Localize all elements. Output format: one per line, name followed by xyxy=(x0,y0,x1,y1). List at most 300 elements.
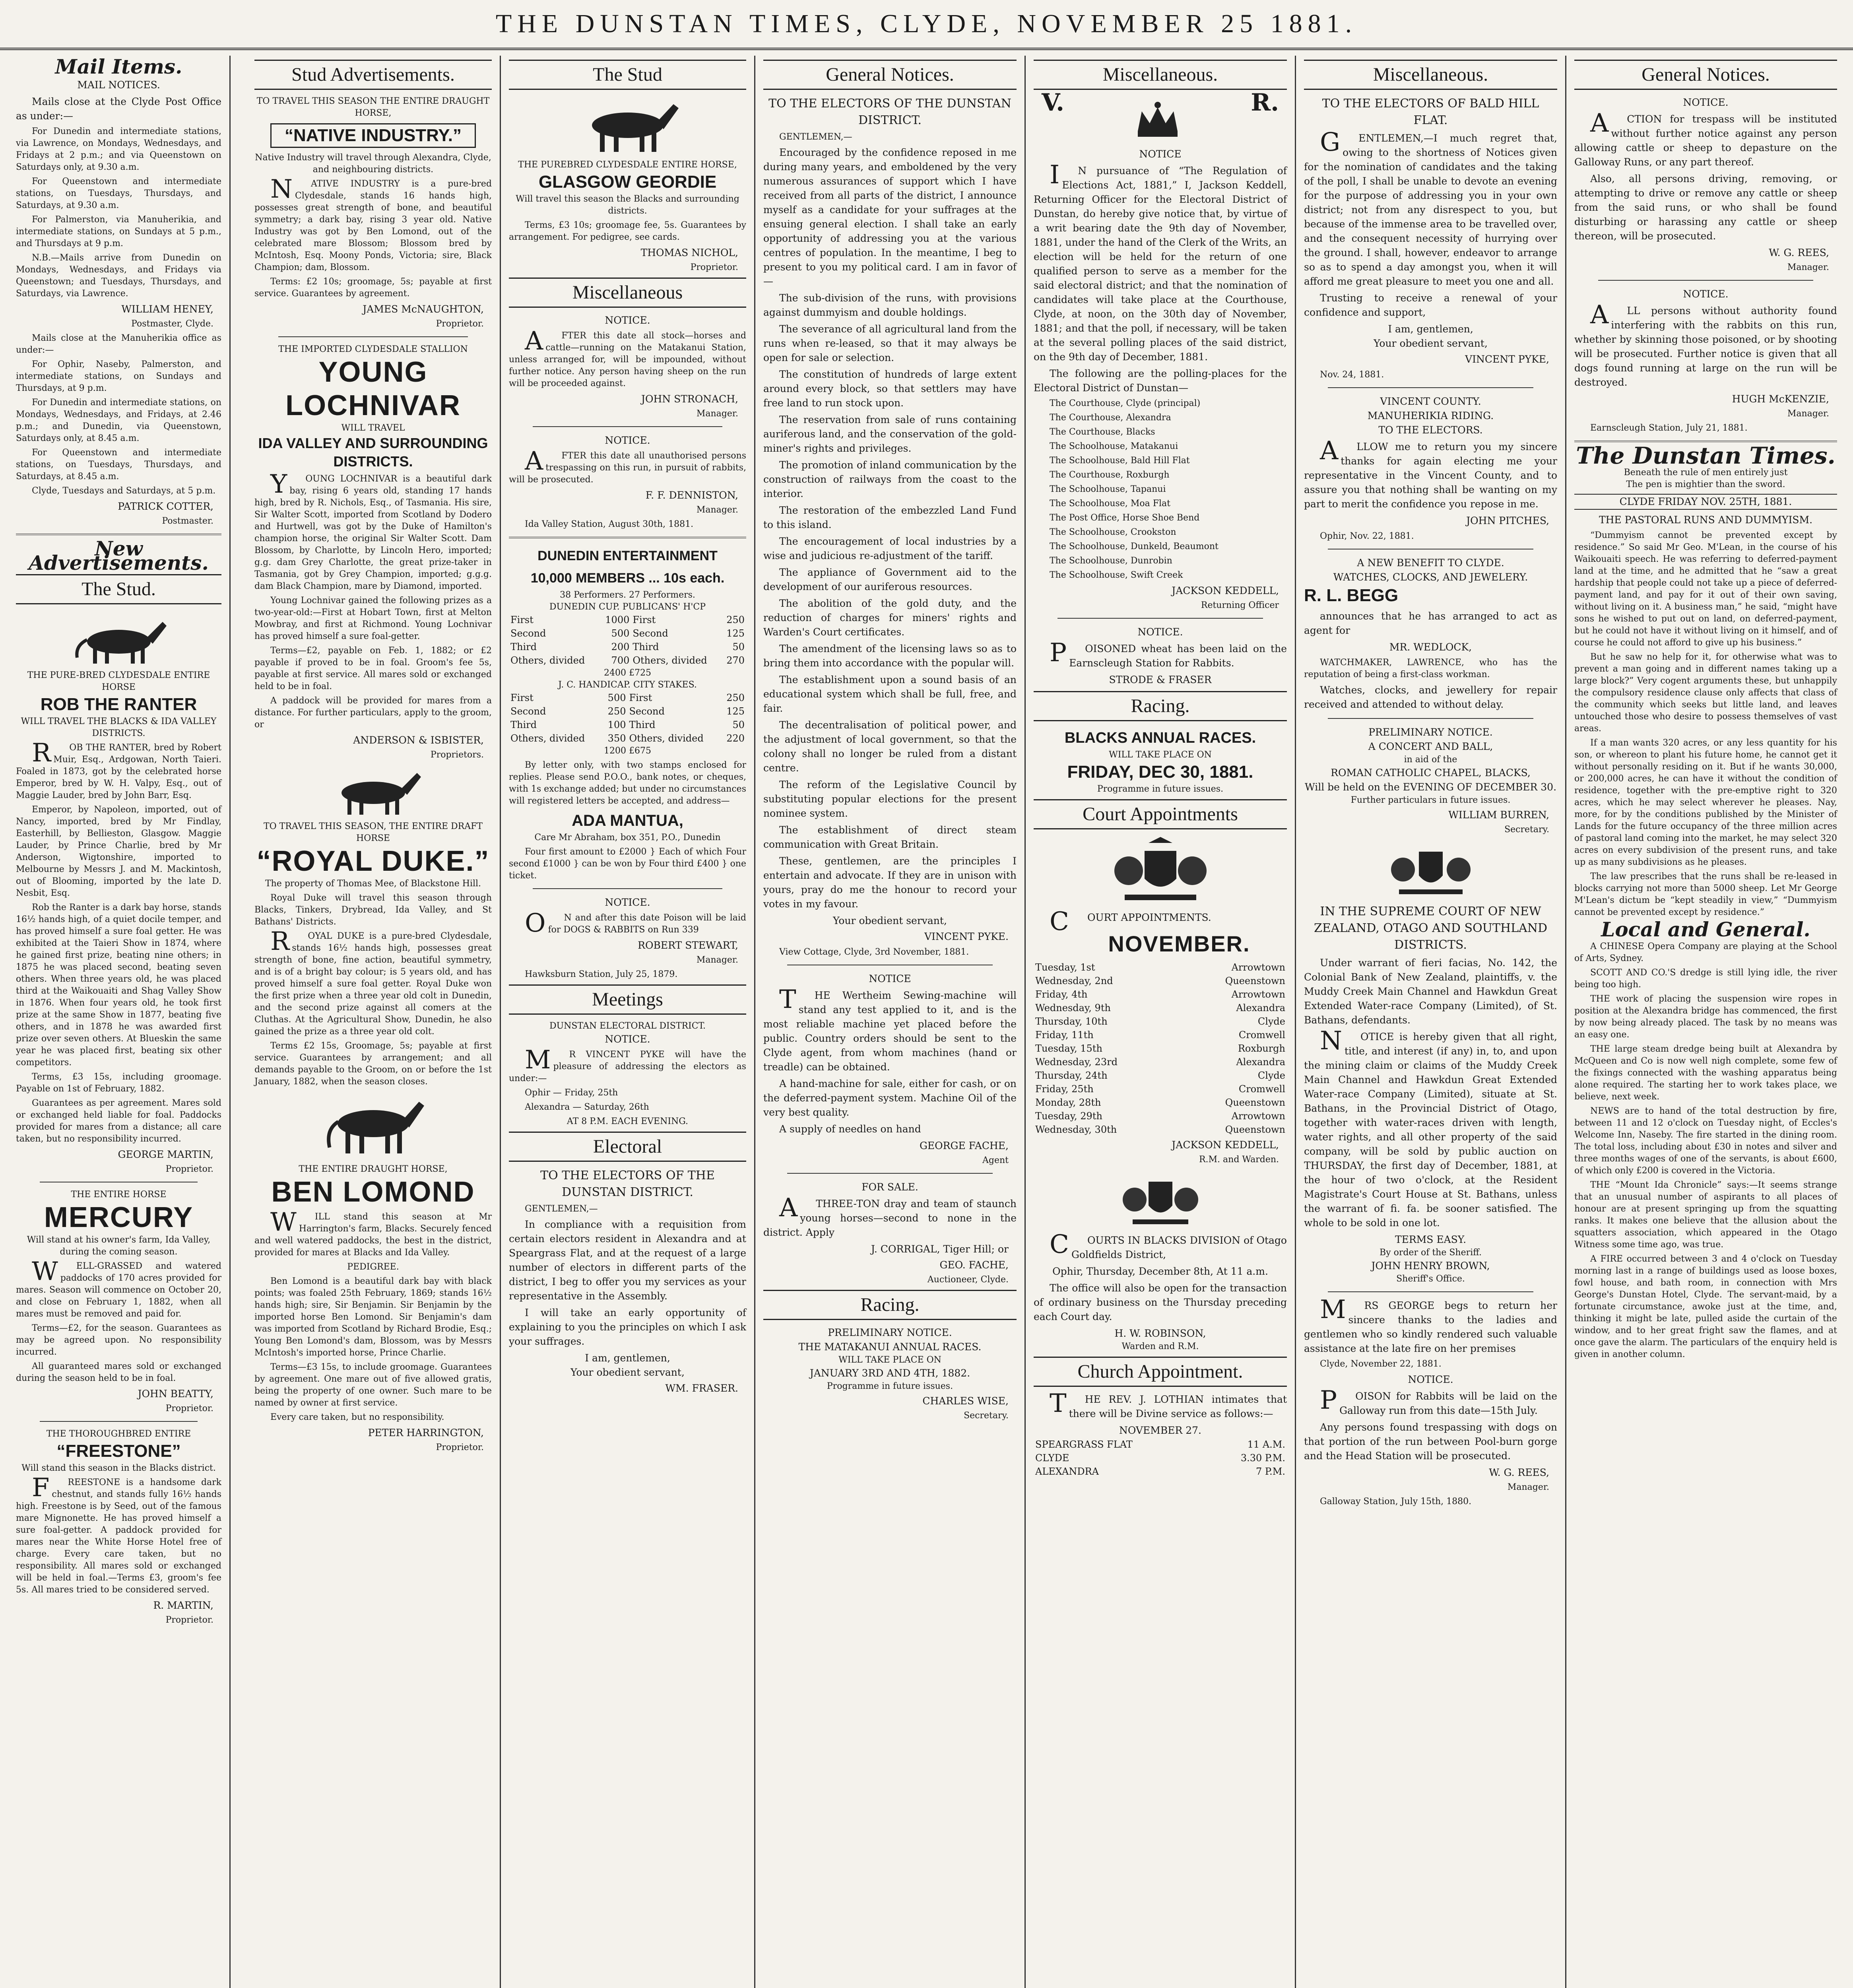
ad-subtitle: THE ENTIRE DRAUGHT HORSE, xyxy=(299,1164,448,1174)
racing-heading: Racing. xyxy=(763,1290,1017,1320)
signature-title: Returning Officer xyxy=(1201,600,1279,610)
signature-title: Proprietor. xyxy=(165,1404,213,1413)
event-line: Will be held on the EVENING OF DECEMBER 30. xyxy=(1304,781,1557,793)
ad-body: Terms—£2, for the season. Guarantees as may be agreed upon. No responsibility incurred. xyxy=(16,1323,221,1357)
signature-title: Sheriff's Office. xyxy=(1396,1274,1465,1284)
signature: R. MARTIN, xyxy=(153,1600,213,1611)
table-row: Second 250 Second 125 xyxy=(510,706,745,717)
race-line: WILL TAKE PLACE ON xyxy=(1109,750,1212,760)
divider xyxy=(1598,280,1813,281)
horse-name: “NATIVE INDUSTRY.” xyxy=(270,123,476,148)
divider xyxy=(533,426,722,427)
signature: VINCENT PYKE. xyxy=(924,931,1009,942)
signature: WILLIAM BURREN, xyxy=(1448,809,1549,821)
ad-subtitle: THE ENTIRE HORSE xyxy=(71,1190,167,1200)
address-body: GENTLEMEN,—I much regret that, owing to the shortness of Notices given for the nomination of candidates and the taking of the poll, I shall be unable to devote an evening for the purpose of addressing you in your own district; not from any disrespect to you, but because of the immense area to be travelled over, and the consequent necessity of hurrying over the ground. I shall, however, endeavor to arrange so as to spend a day amongst you, when it will afford me great pleasure to meet you one and all. xyxy=(1304,128,1557,287)
race-line: WILL TAKE PLACE ON xyxy=(838,1355,941,1365)
column-2 xyxy=(246,56,501,1988)
ad-body: WATCHMAKER, LAWRENCE, who has the reputation of being a first-class workman. xyxy=(1304,658,1557,679)
salutation: GENTLEMEN,— xyxy=(779,132,852,142)
signature: STRODE & FRASER xyxy=(1109,674,1212,685)
table-row: Second 500 Second 125 xyxy=(510,628,745,639)
mail-items-heading: Mail Items. xyxy=(55,56,182,78)
notice-heading: NOTICE. xyxy=(1408,1374,1453,1385)
platform-item: The reform of the Legislative Council by substituting popular elections for the present nominee system. xyxy=(763,779,1017,819)
signature: GEORGE MARTIN, xyxy=(118,1149,213,1160)
notice-body: Hawksburn Station, July 25, 1879. xyxy=(525,969,678,979)
horse-name: “ROYAL DUKE.” xyxy=(256,845,490,877)
column-3 xyxy=(501,56,755,1988)
table-row: ALEXANDRA 7 P.M. xyxy=(1035,1466,1285,1477)
ad-subtitle: TO TRAVEL THIS SEASON THE ENTIRE DRAUGHT HORSE, xyxy=(256,96,490,118)
article-body: But he saw no help for it, for otherwise what was to prevent a man going and in different names taking up a large block?” Very cogent arguments these, but unhappily the compulsory residence clause only affects that class of the community which seeks but little land, and leaves untouched those who desire to possess themselves of vast areas. xyxy=(1574,652,1837,734)
merchant-name: R. L. BEGG xyxy=(1304,586,1399,605)
miscellaneous-heading: Miscellaneous. xyxy=(1304,60,1557,90)
signature: ROBERT STEWART, xyxy=(638,940,738,951)
table-row: CLYDE 3.30 P.M. xyxy=(1035,1452,1285,1464)
signature: F. F. DENNISTON, xyxy=(645,489,738,501)
table-row: Others, divided 350 Others, divided 220 xyxy=(510,733,745,744)
list-item: The Courthouse, Alexandra xyxy=(1050,413,1171,423)
closing: Your obedient servant, xyxy=(570,1367,685,1378)
divider xyxy=(40,1421,198,1422)
divider xyxy=(1328,387,1533,388)
signature-title: Manager. xyxy=(696,409,738,419)
ad-body: ROB THE RANTER, bred by Robert Muir, Esq., Ardgowan, North Taieri. Foaled in 1873, got by the celebrated horse Emperor, bred by W. H. Valpy, Esq., out of Maggie Lauder, bred by John Barr, Esq. xyxy=(16,738,221,800)
notice-heading: NOTICE. xyxy=(605,1033,650,1045)
ad-body: Terms—£2, payable on Feb. 1, 1882; or £2 payable if proved to be in foal. Groom's fee 5s, payable at first service. All mares sold or exchanged held to be in foal. xyxy=(254,646,492,691)
list-item: The Schoolhouse, Matakanui xyxy=(1050,441,1178,451)
news-item: A CHINESE Opera Company are playing at the School of Arts, Sydney. xyxy=(1574,942,1837,963)
notice-body: ON and after this date Poison will be laid for DOGS & RABBITS on Run 339 xyxy=(525,909,746,938)
address-title: TO THE ELECTORS OF THE DUNSTAN DISTRICT. xyxy=(768,97,1011,127)
race-date: FRIDAY, DEC 30, 1881. xyxy=(1067,762,1253,782)
electoral-heading: Electoral xyxy=(509,1132,746,1162)
miscellaneous-heading: Miscellaneous xyxy=(509,278,746,308)
horse-name: GLASGOW GEORDIE xyxy=(538,172,717,192)
signature: H. W. ROBINSON, xyxy=(1114,1328,1206,1339)
court-sittings-table xyxy=(1034,961,1287,1136)
mail-notices-subhead: MAIL NOTICES. xyxy=(77,79,160,91)
news-item: THE work of placing the suspension wire ropes in position at the Alexandra bridge has commenced, the first by now being already placed. The task by no means was an easy one. xyxy=(1574,994,1837,1040)
notice-body: ATHREE-TON dray and team of staunch young horses—second to none in the district. Apply xyxy=(763,1193,1017,1238)
list-item: The Schoolhouse, Crookston xyxy=(1050,527,1176,537)
notice-body: MRS GEORGE begs to return her sincere thanks to the ladies and gentlemen who so kindly rendered such valuable assistance at the late fire on her premises xyxy=(1304,1295,1557,1354)
signature: JACKSON KEDDELL, xyxy=(1172,1139,1279,1151)
table-row: Wednesday, 23rd Alexandra xyxy=(1035,1056,1285,1068)
news-item: SCOTT AND CO.'S dredge is still lying idle, the river being too high. xyxy=(1574,968,1837,990)
signature: WILLIAM HENEY, xyxy=(121,303,213,315)
list-item: The Schoolhouse, Dunkeld, Beaumont xyxy=(1050,542,1219,551)
signature-title: R.M. and Warden. xyxy=(1199,1155,1279,1165)
ad-body: announces that he has arranged to act as agent for xyxy=(1304,610,1557,636)
column-6 xyxy=(1296,56,1566,1988)
court-body: Under warrant of fieri facias, No. 142, the Colonial Bank of New Zealand, plaintiffs, v. the Muddy Creek Main Channel and Hawkdun Great Extended Water-race Company (Limited), of St. Bathans, defendants. xyxy=(1304,957,1557,1026)
general-notices-heading: General Notices. xyxy=(1574,60,1837,90)
coat-of-arms-icon xyxy=(1113,1170,1208,1229)
sweep-line: DUNEDIN CUP. PUBLICANS' H'CP xyxy=(549,602,706,612)
event-line: Further particulars in future issues. xyxy=(1350,795,1511,805)
meetings-heading: Meetings xyxy=(509,984,746,1015)
list-item: The Schoolhouse, Swift Creek xyxy=(1050,570,1183,580)
watches-heading: WATCHES, CLOCKS, AND JEWELERY. xyxy=(1333,571,1528,583)
article-title: THE PASTORAL RUNS AND DUMMYISM. xyxy=(1599,514,1813,526)
event-line: ROMAN CATHOLIC CHAPEL, BLACKS, xyxy=(1331,767,1531,779)
notice-heading: NOTICE. xyxy=(1683,288,1729,300)
horse-icon xyxy=(322,765,425,817)
table-row: Others, divided 700 Others, divided 270 xyxy=(510,655,745,666)
ad-body: Watches, clocks, and jewellery for repair received and attended to without delay. xyxy=(1304,684,1557,710)
ad-body: Terms: £2 10s; groomage, 5s; payable at first service. Guarantees by agreement. xyxy=(254,277,492,299)
divider xyxy=(1057,618,1263,619)
the-stud-heading: The Stud. xyxy=(16,574,221,604)
ad-body: Terms, £3 10s; groomage fee, 5s. Guarantees by arrangement. For pedigree, see cards. xyxy=(509,220,746,242)
meeting-line: Ophir — Friday, 25th xyxy=(525,1088,618,1098)
notice-heading: NOTICE. xyxy=(605,897,650,908)
notice-body: Any persons found trespassing with dogs on that portion of the run between Pool-burn gorge and the Head Station will be prosecuted. xyxy=(1304,1421,1557,1462)
ad-subtitle: THE PURE-BRED CLYDESDALE ENTIRE HORSE xyxy=(27,670,210,692)
notice-body: Ophir, Thursday, December 8th, At 11 a.m. xyxy=(1052,1266,1268,1277)
platform-item: The establishment upon a sound basis of an educational system which shall be full, free, and fair. xyxy=(763,674,1017,714)
table-row: First 500 First 250 xyxy=(510,692,745,703)
news-item: NEWS are to hand of the total destruction by fire, between 11 and 12 o'clock on Tuesday night, of Eccles's Welcome Inn, Naseby. The fire started in the dining room. The total loss, including about £30 in notes and silver and three months wages of one of the servants, is about £600, of which only £200 is covered in the Victoria. xyxy=(1574,1106,1837,1176)
race-name: BLACKS ANNUAL RACES. xyxy=(1064,730,1256,746)
service-date: NOVEMBER 27. xyxy=(1119,1425,1201,1436)
signature-title: Proprietor. xyxy=(690,262,738,272)
race-date: JANUARY 3RD AND 4TH, 1882. xyxy=(809,1367,970,1379)
column-5 xyxy=(1026,56,1296,1988)
prize-table xyxy=(509,691,746,745)
table-row: Friday, 25th Cromwell xyxy=(1035,1083,1285,1095)
notice-body: THE Wertheim Sewing-machine will stand any test applied to it, and is the most reliable machine yet placed before the public. Country orders should be sent to the Clyde agent, from whom machines (hand or treadle) can be obtained. xyxy=(763,985,1017,1073)
royal-crest-icon xyxy=(1126,95,1189,143)
notice-body: Earnscleugh Station, July 21, 1881. xyxy=(1590,423,1748,433)
ad-body: WELL-GRASSED and watered paddocks of 170 acres provided for mares. Season will commence on October 20, and close on February 1, 1882, when all mares must be removed and paid for. xyxy=(16,1257,221,1319)
notice-body: POISON for Rabbits will be laid on the Galloway run from this date—15th July. xyxy=(1320,1386,1557,1416)
signature: HUGH McKENZIE, xyxy=(1732,393,1829,405)
divider xyxy=(533,888,722,889)
court-body: By order of the Sheriff. xyxy=(1379,1248,1482,1258)
ad-body: Emperor, by Napoleon, imported, out of Nancy, imported, bred by Mr Findlay, Easterhill, by Bellieston, Glasgow. Maggie Lauder, by Prince Charlie, bred by Mr Anderson, Wigtonshire, imported to Melbourne by Messrs J. and M. Mackintosh, out of Blooming, imported by the late D. Nesbit, Esq. xyxy=(16,805,221,898)
article-body: The law prescribes that the runs shall be re-leased in blocks carrying not more than 5000 sheep. Let Mr George M'Lean's dictum be “kept steadily in view,” “Dummyism cannot be prevented except by residence.” xyxy=(1574,872,1837,917)
meeting-line: Alexandra — Saturday, 26th xyxy=(525,1102,649,1112)
court-heading: IN THE SUPREME COURT OF NEW ZEALAND, OTAGO AND SOUTHLAND DISTRICTS. xyxy=(1314,905,1548,952)
table-row: Third 100 Third 50 xyxy=(510,719,745,730)
signature-title: Proprietors. xyxy=(430,750,484,760)
court-month: NOVEMBER. xyxy=(1108,931,1250,956)
table-row: Wednesday, 2nd Queenstown xyxy=(1035,975,1285,986)
horse-name: MERCURY xyxy=(44,1202,194,1233)
signature: JOHN HENRY BROWN, xyxy=(1371,1260,1490,1272)
ad-subtitle: Will stand this season in the Blacks district. xyxy=(21,1463,216,1473)
table-row: Wednesday, 9th Alexandra xyxy=(1035,1002,1285,1013)
motto: The pen is mightier than the sword. xyxy=(1626,480,1785,489)
ad-body: By letter only, with two stamps enclosed for replies. Please send P.O.O., bank notes, or cheques, with 1s exchange added; but under no circumstances will registered letters be accepted, and address— xyxy=(509,760,746,806)
closing: I am, gentlemen, xyxy=(585,1352,670,1364)
table-row: First 1000 First 250 xyxy=(510,614,745,625)
signature-title: Postmaster. xyxy=(162,516,213,526)
ad-body: Young Lochnivar gained the following prizes as a two-year-old:—First at Hobart Town, first at Melton Mowbray, and first at Richmond. Young Lochnivar has proved himself a sure foal-getter. xyxy=(254,596,492,641)
table-row: Thursday, 24th Clyde xyxy=(1035,1070,1285,1081)
local-general-heading: Local and General. xyxy=(1601,918,1810,941)
column-4 xyxy=(755,56,1026,1988)
notice-body: POISONED wheat has been laid on the Earnscleugh Station for Rabbits. xyxy=(1050,638,1287,669)
church-appointment-heading: Church Appointment. xyxy=(1034,1357,1287,1387)
notice-body: ALL persons without authority found interfering with the rabbits on this run, whether by skinning those poisoned, or by shooting will be prosecuted. Further notice is given that all dogs found running at large on the run will be destroyed. xyxy=(1574,300,1837,388)
news-item: THE large steam dredge being built at Alexandra by McQueen and Co is now well nigh complete, some few of the fixings connected with the washing apparatus being alone required. The starting her to work takes place, we believe, next week. xyxy=(1574,1044,1837,1102)
signature: JOHN PITCHES, xyxy=(1466,515,1549,526)
masthead-title: THE DUNSTAN TIMES, CLYDE, NOVEMBER 25 1881. xyxy=(495,9,1358,38)
event-line: in aid of the xyxy=(1404,755,1457,765)
signature-title: Proprietor. xyxy=(436,319,484,329)
signature: PATRICK COTTER, xyxy=(118,501,213,512)
address-body: ALLOW me to return you my sincere thanks for again electing me your representative in the Vincent County, and to assure you that nothing shall be wanting on my part to merit the confidence you repose in me. xyxy=(1304,436,1557,510)
signature: W. G. REES, xyxy=(1489,1467,1549,1478)
column-1 xyxy=(8,56,231,1988)
prize-table xyxy=(509,613,746,667)
address-title: TO THE ELECTORS OF BALD HILL FLAT. xyxy=(1322,97,1539,127)
sweep-line: J. C. HANDICAP. CITY STAKES. xyxy=(558,680,697,690)
list-item: The Courthouse, Roxburgh xyxy=(1050,470,1170,480)
closing: I am, gentlemen, xyxy=(1388,323,1473,335)
horse-name: BEN LOMOND xyxy=(271,1176,475,1208)
newspaper-title: The Dunstan Times. xyxy=(1576,442,1836,469)
table-row: Friday, 4th Arrowtown xyxy=(1035,989,1285,1000)
platform-item: The abolition of the gold duty, and the reduction of charges for miners' rights and Warden's Court certificates. xyxy=(763,598,1017,638)
notice-heading: NOTICE. xyxy=(1137,626,1183,638)
new-advertisements-heading: New Advertisements. xyxy=(29,537,209,575)
notice-heading: NOTICE. xyxy=(605,435,650,446)
ad-body: Terms £2 15s, Groomage, 5s; payable at first service. Guarantees by arrangement; and all demands payable to the Groom, on or before the 1st January, 1882, when the season closes. xyxy=(254,1041,492,1087)
signature: W. G. REES, xyxy=(1769,247,1829,258)
signature: GEORGE FACHE, xyxy=(919,1140,1009,1151)
ad-body: Guarantees as per agreement. Mares sold or exchanged held liable for foal. Paddocks provided for mares from a distance; all care taken, but no responsibility incurred. xyxy=(16,1098,221,1144)
ad-body: Four first amount to £2000 } Each of which Four second £1000 } can be won by Four third £400 } one ticket. xyxy=(509,847,746,881)
signature: PETER HARRINGTON, xyxy=(368,1427,484,1439)
signature-title: Secretary. xyxy=(964,1411,1009,1421)
salutation: GENTLEMEN,— xyxy=(525,1204,598,1214)
signature-title: Manager. xyxy=(1507,1482,1549,1492)
sweep-total: 2400 £725 xyxy=(604,668,651,678)
notice-body: The office will also be open for the transaction of ordinary business on the Thursday preceding each Court day. xyxy=(1034,1282,1287,1322)
signature: VINCENT PYKE, xyxy=(1465,353,1549,365)
horse-icon xyxy=(67,610,171,666)
ad-subtitle: Will travel this season the Blacks and surrounding districts. xyxy=(516,194,739,216)
mail-para: N.B.—Mails arrive from Dunedin on Mondays, Wednesdays, and Fridays via Queenstown; and Tuesdays, Thursdays, and Saturdays, via Lawrence. xyxy=(16,253,221,299)
ad-body: Rob the Ranter is a dark bay horse, stands 16½ hands high, of a quiet docile temper, and has proved himself a sure foal getter. He was exhibited at the Taieri Show in 1874, where he gained first prize, beating nine others; in 1875 he was placed second, beating seven others. When three years old, he was placed third at the Waikouaiti and Shag Valley Show in 1876. When four years old, he took first prize at the same Show in 1877, beating five others, and in 1878 he was awarded first prize over seven others. At Blueskin the same year he was placed first, beating six other competitors. xyxy=(16,903,221,1068)
signature-title: Postmaster, Clyde. xyxy=(131,319,213,329)
event-line: A CONCERT AND BALL, xyxy=(1368,741,1493,752)
platform-item: The promotion of inland communication by the construction of railways from the coast to the interior. xyxy=(763,459,1017,499)
platform-item: The decentralisation of political power, and the adjustment of local government, so that the colony shall no longer be ruled from a distant centre. xyxy=(763,719,1017,774)
race-line: Programme in future issues. xyxy=(1097,784,1224,794)
terms-heading: TERMS EASY. xyxy=(1395,1234,1467,1245)
masthead xyxy=(0,0,1853,50)
signature: JOHN BEATTY, xyxy=(138,1388,213,1400)
ad-subtitle: Native Industry will travel through Alexandra, Clyde, and neighbouring districts. xyxy=(255,153,491,175)
article-body: If a man wants 320 acres, or any less quantity for his son, or whereon to plant his future home, he cannot get it without personally residing on it. But if he wants 30,000, or 200,000 acres, he can have it without the condition of residence, together with the pre-emptive right to 320 acres, which he may select wherever he pleases. Nay, more, for by the conditions published by the Minister of Lands for the future occupancy of the three million acres of pastoral land coming into the market, he may select 320 acres on every subdivision of the present runs, and take up as many subdivisions as he pleases. xyxy=(1574,738,1837,867)
signature-title: Proprietor. xyxy=(436,1442,484,1452)
entertainment-heading: DUNEDIN ENTERTAINMENT xyxy=(537,548,718,563)
services-table xyxy=(1034,1438,1287,1478)
mail-para: For Palmerston, via Manuherikia, and intermediate stations, on Sundays at 5 p.m., and Thursdays at 9 p.m. xyxy=(16,215,221,248)
royal-cipher xyxy=(1042,89,1279,143)
table-row: Wednesday, 30th Queenstown xyxy=(1035,1124,1285,1135)
ad-subtitle: WILL TRAVEL xyxy=(341,423,405,433)
divider xyxy=(1328,718,1533,719)
signature-title: Manager. xyxy=(696,505,738,515)
riding-heading: MANUHERIKIA RIDING. xyxy=(1367,410,1494,421)
ad-body: Ben Lomond is a beautiful dark bay with black points; was foaled 25th February, 1869; stands 16½ hands high; sire, Sir Benjamin. Sir Benjamin by the imported horse Ben Lomond. Sir Benjamin's dam was imported from Scotland by Richard Brodie, Esq.; Young Ben Lomond's dam, Blossom, was by Messrs McIntosh's imported horse, Prince Charlie. xyxy=(254,1276,492,1358)
horse-icon xyxy=(572,95,683,155)
ad-body: NATIVE INDUSTRY is a pure-bred Clydesdale, stands 16 hands high, possesses great strength of bone, and beautiful symmetry; a dark bay, rising 3 year old. Native Industry was got by Ben Lomond, out of the celebrated mare Blossom; Blossom bred by McIntosh, Esq. Moony Ponds, Victoria; sire, Black Champion; dam, Blossom. xyxy=(254,175,492,272)
prelim-notice: PRELIMINARY NOTICE. xyxy=(1368,726,1493,738)
race-line: Programme in future issues. xyxy=(827,1381,953,1391)
notice-body: The following are the polling-places for the Electoral District of Dunstan— xyxy=(1034,368,1287,394)
signature: JOHN STRONACH, xyxy=(641,393,738,405)
notice-heading: NOTICE xyxy=(869,973,911,984)
motto: Beneath the rule of men entirely just xyxy=(1624,468,1788,478)
dateline: CLYDE FRIDAY NOV. 25TH, 1881. xyxy=(1574,494,1837,510)
table-row: Monday, 28th Queenstown xyxy=(1035,1097,1285,1108)
ad-body: Every care taken, but no responsibility. xyxy=(270,1412,444,1422)
horse-name: YOUNG LOCHNIVAR xyxy=(285,356,461,421)
platform-item: The appliance of Government aid to the development of our auriferous resources. xyxy=(763,567,1017,592)
signature-title: Auctioneer, Clyde. xyxy=(927,1275,1009,1285)
list-item: The Schoolhouse, Bald Hill Flat xyxy=(1050,456,1190,466)
platform-item: The sub-division of the runs, with provisions against dummyism and double holdings. xyxy=(763,292,1017,318)
list-item: The Schoolhouse, Moa Flat xyxy=(1050,499,1170,509)
members-line: 10,000 MEMBERS ... 10s each. xyxy=(530,571,725,586)
divider xyxy=(787,1173,993,1174)
mail-para: For Ophir, Naseby, Palmerston, and intermediate stations, on Sundays and Thursdays, at 9 p.m. xyxy=(16,359,221,393)
ad-body: YOUNG LOCHNIVAR is a beautiful dark bay, rising 6 years old, standing 17 hands high, bred by R. Nichols, Esq., of Tasmania. His sire, Sir Walter Scott, imported from Scotland by Dodero and Hurtwell, was got by the Duke of Hamilton's champion horse, the original Sir Walter Scott. Dam Blossom, by Charlotte, by Lincoln Hero, imported; g.g. dam Grey Charlotte, the great prize-taker in Tasmania, got by Grey Champion, imported; g.g.g. dam Black Champion, mare by Diamond, imported. xyxy=(254,470,492,591)
court-title: COURT APPOINTMENTS. xyxy=(1050,907,1211,936)
list-item: The Courthouse, Blacks xyxy=(1050,427,1155,437)
the-stud-heading: The Stud xyxy=(509,60,746,90)
horse-icon xyxy=(318,1092,429,1159)
address-body: Nov. 24, 1881. xyxy=(1320,370,1384,380)
cipher-v: V. xyxy=(1042,89,1064,116)
signature-title: Warden and R.M. xyxy=(1122,1342,1199,1351)
list-item: The Courthouse, Clyde (principal) xyxy=(1050,398,1201,408)
list-item: The Schoolhouse, Tapanui xyxy=(1050,484,1166,494)
ad-body: FREESTONE is a handsome dark chestnut, and stands fully 16½ hands high. Freestone is by Seed, out of the famous mare Mignonette. He has proved himself a sure foal-getter. A paddock provided for mares near the White Horse Hotel free of charge. Every care taken, but no responsibility. All mares sold or exchanged will be held in foal.—Terms £3, groom's fee 5s. All mares tried to be considered served. xyxy=(16,1473,221,1595)
address-body: Trusting to receive a renewal of your confidence and support, xyxy=(1304,292,1557,318)
list-item: The Schoolhouse, Dunrobin xyxy=(1050,556,1172,566)
address-body: In compliance with a requisition from certain electors resident in Alexandra and at Speargrass Flat, and at the request of a large number of electors in different parts of the district, I beg to offer you my services as your representative in the Assembly. xyxy=(509,1219,746,1302)
mail-para: For Dunedin and intermediate stations, on Mondays, Wednesdays, and Fridays, at 2.46 p.m.; and Dunedin, via Queenstown, Saturdays only, at 8.45 a.m. xyxy=(16,398,221,443)
court-appointments-heading: Court Appointments xyxy=(1034,799,1287,829)
signature-title: Manager. xyxy=(1787,409,1829,419)
signature: JACKSON KEDDELL, xyxy=(1172,585,1279,596)
agent-name: ADA MANTUA, xyxy=(572,812,683,829)
ad-body: Care Mr Abraham, box 351, P.O., Dunedin xyxy=(534,833,721,843)
mail-para: For Dunedin and intermediate stations, via Lawrence, on Mondays, Wednesdays, and Fridays at 2 p.m.; and via Queenstown on Saturdays only, at 9.30 a.m. xyxy=(16,126,221,172)
ad-subtitle: WILL TRAVEL THE BLACKS & IDA VALLEY DISTRICTS. xyxy=(21,716,217,738)
table-row: Third 200 Third 50 xyxy=(510,641,745,652)
prelim-notice: PRELIMINARY NOTICE. xyxy=(828,1327,952,1338)
racing-heading: Racing. xyxy=(1034,691,1287,721)
horse-name: “FREESTONE” xyxy=(56,1441,181,1461)
polling-places-list xyxy=(1034,398,1287,581)
signature: ANDERSON & ISBISTER, xyxy=(353,734,484,746)
address-title: TO THE ELECTORS OF THE DUNSTAN DISTRICT. xyxy=(540,1169,715,1199)
platform-item: The establishment of direct steam communication with Great Britain. xyxy=(763,824,1017,850)
closing: Your obedient servant, xyxy=(833,915,947,926)
notice-body: A hand-machine for sale, either for cash, or on the deferred-payment system. Machine Oil of the very best quality. xyxy=(763,1078,1017,1118)
ad-subtitle: THE IMPORTED CLYDESDALE STALLION xyxy=(278,344,468,354)
signature-title: Manager. xyxy=(1787,262,1829,272)
horse-name: ROB THE RANTER xyxy=(40,695,197,714)
platform-item: The constitution of hundreds of large extent around every block, so that settlers may have free land to run stock upon. xyxy=(763,369,1017,409)
table-row: SPEARGRASS FLAT 11 A.M. xyxy=(1035,1439,1285,1450)
address-body: Encouraged by the confidence reposed in me during many years, and emboldened by the very numerous assurances of support which I have received from all parts of the district, I announce myself as a candidate for your suffrages at the ensuing general election. I shall take an early opportunity of addressing you at the various centres of population. In the meantime, I beg to present to you my political card. I am in favor of— xyxy=(763,147,1017,287)
sale-heading: FOR SALE. xyxy=(861,1181,918,1193)
signature-title: Agent xyxy=(982,1155,1009,1165)
signature: J. CORRIGAL, Tiger Hill; or xyxy=(871,1243,1009,1255)
table-row: Tuesday, 15th Roxburgh xyxy=(1035,1043,1285,1054)
notice-body: Galloway Station, July 15th, 1880. xyxy=(1320,1497,1472,1507)
divider xyxy=(1328,1291,1533,1292)
platform-item: The severance of all agricultural land from the runs when re-leased, so that it may always be open for sale or selection. xyxy=(763,323,1017,363)
signature-title: Proprietor. xyxy=(165,1615,213,1625)
ad-subtitle: The property of Thomas Mee, of Blackstone Hill. xyxy=(265,879,481,889)
ad-subtitle: THE PUREBRED CLYDESDALE ENTIRE HORSE, xyxy=(518,160,737,170)
general-notices-heading: General Notices. xyxy=(763,60,1017,90)
ad-body: A paddock will be provided for mares from a distance. For further particulars, apply to the groom, or xyxy=(254,696,492,730)
ad-body: Terms—£3 15s, to include groomage. Guarantees by agreement. One mare out of five allowed gratis, being the property of one owner. Such mare to be named by owner at first service. xyxy=(254,1362,492,1408)
ad-subtitle: THE THOROUGHBRED ENTIRE xyxy=(46,1429,191,1439)
notice-body: MR VINCENT PYKE will have the pleasure of addressing the electors as under:— xyxy=(509,1045,746,1083)
miscellaneous-heading: Miscellaneous. xyxy=(1034,60,1287,90)
signature: WM. FRASER. xyxy=(665,1382,738,1394)
notice-body: Ida Valley Station, August 30th, 1881. xyxy=(525,519,694,529)
notice-heading: NOTICE xyxy=(1139,148,1182,160)
sweep-line: 38 Performers. 27 Performers. xyxy=(560,590,695,600)
notice-heading: NOTICE. xyxy=(605,315,650,326)
mail-para: Mails close at the Manuherikia office as under:— xyxy=(16,333,221,355)
table-row: Tuesday, 1st Arrowtown xyxy=(1035,962,1285,973)
mail-para: Clyde, Tuesdays and Saturdays, at 5 p.m. xyxy=(32,486,216,496)
divider xyxy=(16,534,221,535)
mail-para: For Queenstown and intermediate stations, on Tuesdays, Thursdays, and Saturdays, at 8.45 a.m. xyxy=(16,448,221,481)
closing: Your obedient servant, xyxy=(1374,338,1488,349)
address-body: Ophir, Nov. 22, 1881. xyxy=(1320,531,1414,541)
ad-body: ROYAL DUKE is a pure-bred Clydesdale, stands 16½ hands high, possesses great strength of bone, fine action, beautiful symmetry, and is of a bright bay colour; is 5 years old, and has proved himself a sure foal getter. Royal Duke won the first prize when a three year old colt in Dunedin, and the second prize against all comers at the Cluthas. At the Agricultural Show, Dunedin, he also gained the prize as a three year old colt. xyxy=(254,927,492,1037)
divider xyxy=(278,336,468,337)
ad-subtitle: Will stand at his owner's farm, Ida Valley, during the coming season. xyxy=(27,1235,211,1257)
ad-body: Royal Duke will travel this season through Blacks, Tinkers, Drybread, Ida Valley, and St Bathans' Districts. xyxy=(254,893,492,927)
benefit-heading: A NEW BENEFIT TO CLYDE. xyxy=(1357,557,1504,569)
signature: GEO. FACHE, xyxy=(939,1259,1009,1271)
address-body: I will take an early opportunity of explaining to you the principles on which I ask your suffrages. xyxy=(509,1307,746,1347)
ad-body: Terms, £3 15s, including groomage. Payable on 1st of February, 1882. xyxy=(16,1072,221,1094)
signature-title: Proprietor. xyxy=(165,1164,213,1174)
platform-item: The reservation from sale of runs containing auriferous land, and the conservation of the gold-miner's rights and privileges. xyxy=(763,414,1017,454)
signature-title: Secretary. xyxy=(1504,825,1549,835)
county-heading: VINCENT COUNTY. xyxy=(1380,396,1481,407)
notice-body: THE REV. J. LOTHIAN intimates that there will be Divine service as follows:— xyxy=(1050,1389,1287,1419)
pedigree-heading: PEDIGREE. xyxy=(347,1262,399,1272)
notice-body: COURTS IN BLACKS DIVISION of Otago Goldfields District, xyxy=(1050,1230,1287,1260)
signature-title: Manager. xyxy=(696,955,738,965)
table-row: Friday, 11th Cromwell xyxy=(1035,1029,1285,1041)
notice-heading: NOTICE. xyxy=(1683,97,1729,108)
ad-body: All guaranteed mares sold or exchanged during the season held to be in foal. xyxy=(16,1361,221,1383)
meeting-time: AT 8 P.M. EACH EVENING. xyxy=(567,1116,689,1126)
electors-heading: TO THE ELECTORS. xyxy=(1378,424,1483,436)
